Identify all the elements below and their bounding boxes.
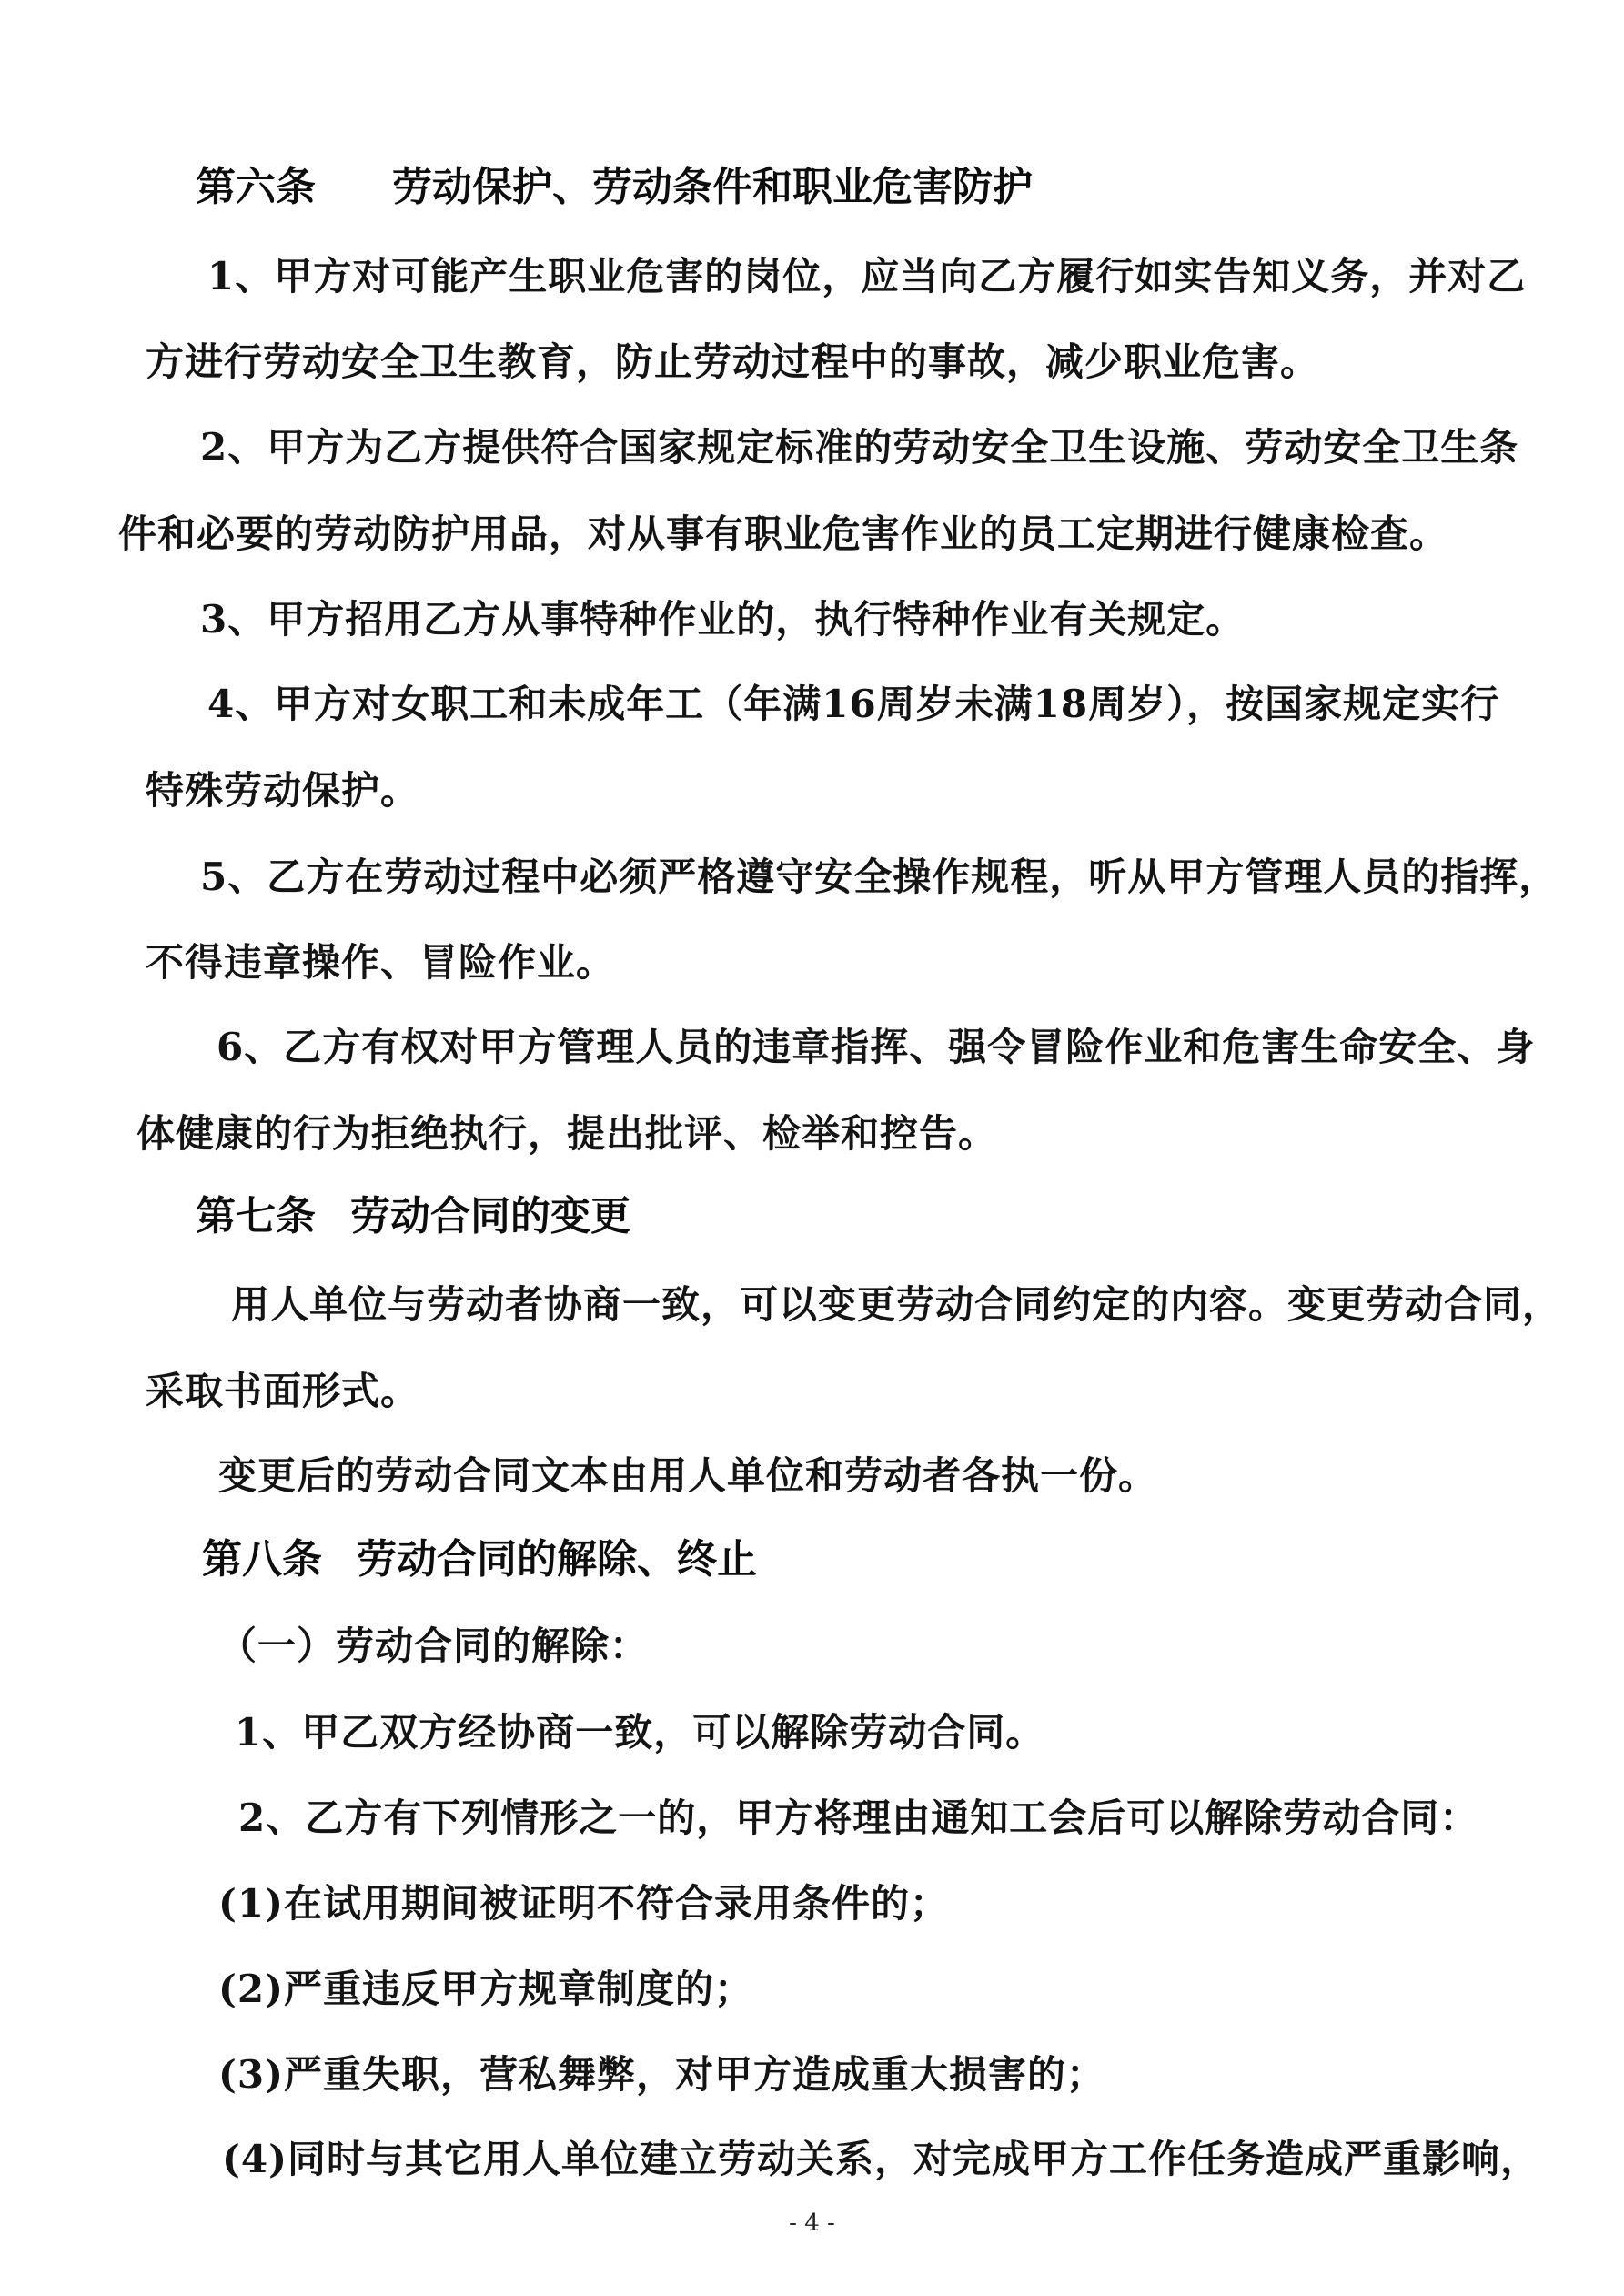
article8-line-3: 2、乙方有下列情形之一的，甲方将理由通知工会后可以解除劳动合同： (238, 1795, 1479, 1840)
article7-heading (196, 1195, 630, 1239)
article6-line-2: 方进行劳动安全卫生教育，防止劳动过程中的事故，减少职业危害。 (146, 339, 1320, 384)
article6-number: 第六条 (196, 164, 316, 210)
article6-line-9: 不得违章操作、冒险作业。 (146, 940, 616, 985)
article7-line-3: 变更后的劳动合同文本由用人单位和劳动者各执一份。 (218, 1453, 1158, 1498)
article7-title: 劳动合同的变更 (350, 1193, 630, 1239)
article8-line-5: (2)严重违反甲方规章制度的； (218, 1967, 753, 2011)
article8-heading (202, 1538, 757, 1582)
article6-line-6: 4、甲方对女职工和未成年工（年满16周岁未满18周岁），按国家规定实行 (207, 682, 1500, 726)
article8-line-6: (3)严重失职，营私舞弊，对甲方造成重大损害的； (218, 2052, 1105, 2097)
article7-line-1: 用人单位与劳动者协商一致，可以变更劳动合同约定的内容。变更劳动合同， (231, 1282, 1562, 1327)
article8-title: 劳动合同的解除、终止 (357, 1536, 757, 1583)
article6-line-4: 件和必要的劳动防护用品，对从事有职业危害作业的员工定期进行健康检查。 (118, 511, 1449, 556)
article6-line-11: 体健康的行为拒绝执行，提出批评、检举和控告。 (136, 1111, 998, 1156)
article8-line-7: (4)同时与其它用人单位建立劳动关系，对完成甲方工作任务造成严重影响， (222, 2137, 1539, 2181)
article6-line-1: 1、甲方对可能产生职业危害的岗位，应当向乙方履行如实告知义务，并对乙 (207, 254, 1527, 298)
article6-line-10: 6、乙方有权对甲方管理人员的违章指挥、强令冒险作业和危害生命安全、身 (217, 1025, 1536, 1069)
article6-line-8: 5、乙方在劳动过程中必须严格遵守安全操作规程，听从甲方管理人员的指挥， (200, 855, 1558, 899)
article8-line-4: (1)在试用期间被证明不符合录用条件的； (218, 1881, 949, 1926)
article6-heading (196, 166, 1033, 209)
article7-number: 第七条 (196, 1193, 316, 1239)
article6-line-5: 3、甲方招用乙方从事特种作业的，执行特种作业有关规定。 (200, 597, 1246, 642)
article8-line-2: 1、甲乙双方经协商一致，可以解除劳动合同。 (235, 1710, 1045, 1755)
article6-line-7: 特殊劳动保护。 (146, 768, 420, 813)
article6-line-3: 2、甲方为乙方提供符合国家规定标准的劳动安全卫生设施、劳动安全卫生条 (200, 425, 1519, 470)
article7-line-2: 采取书面形式。 (146, 1369, 420, 1413)
article6-title: 劳动保护、劳动条件和职业危害防护 (392, 164, 1033, 210)
article8-number: 第八条 (202, 1536, 322, 1583)
article8-line-1: （一）劳动合同的解除： (218, 1623, 650, 1668)
page-number: - 4 - (789, 2210, 835, 2237)
